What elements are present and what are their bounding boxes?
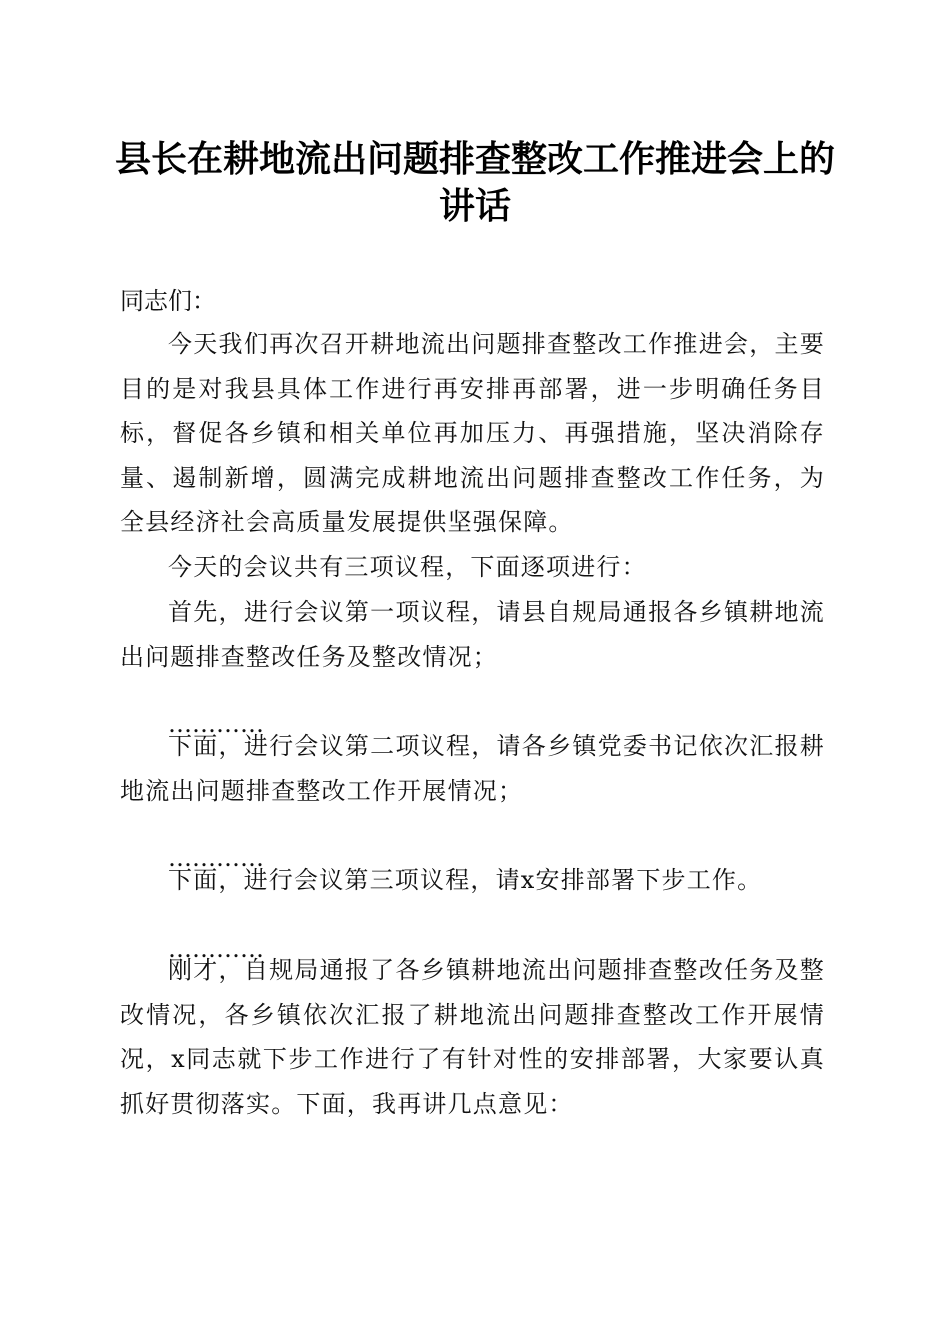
paragraph-agenda-intro: 今天的会议共有三项议程，下面逐项进行： bbox=[168, 553, 647, 581]
paragraph-agenda-item-2: 下面，进行会议第二项议程，请各乡镇党委书记依次汇报耕地流出问题排查整改工作开展情况； bbox=[120, 732, 825, 805]
document-title-line-2: 讲话 bbox=[438, 185, 511, 227]
ellipsis-3: ………… bbox=[168, 935, 264, 963]
ellipsis-1: ………… bbox=[168, 710, 264, 738]
paragraph-agenda-item-3: 下面，进行会议第三项议程，请x安排部署下步工作。 bbox=[168, 866, 763, 894]
salutation: 同志们： bbox=[120, 287, 216, 315]
document-title-line-1: 县长在耕地流出问题排查整改工作推进会上的 bbox=[114, 138, 835, 180]
paragraph-opening: 今天我们再次召开耕地流出问题排查整改工作推进会，主要目的是对我县具体工作进行再安排再部署，进一步明确任务目标，督促各乡镇和相关单位再加压力、再强措施，坚决消除存量、遏制新增，圆满完成耕地流出问题排查整改工作任务，为全县经济社会高质量发展提供坚强保障。 bbox=[120, 330, 825, 536]
paragraph-summary: 刚才，自规局通报了各乡镇耕地流出问题排查整改任务及整改情况，各乡镇依次汇报了耕地流出问题排查整改工作开展情况，x同志就下步工作进行了有针对性的安排部署，大家要认真抓好贯彻落实。下面，我再讲几点意见： bbox=[120, 956, 825, 1118]
ellipsis-2: ………… bbox=[168, 844, 264, 872]
paragraph-agenda-item-1: 首先，进行会议第一项议程，请县自规局通报各乡镇耕地流出问题排查整改任务及整改情况； bbox=[120, 598, 825, 671]
